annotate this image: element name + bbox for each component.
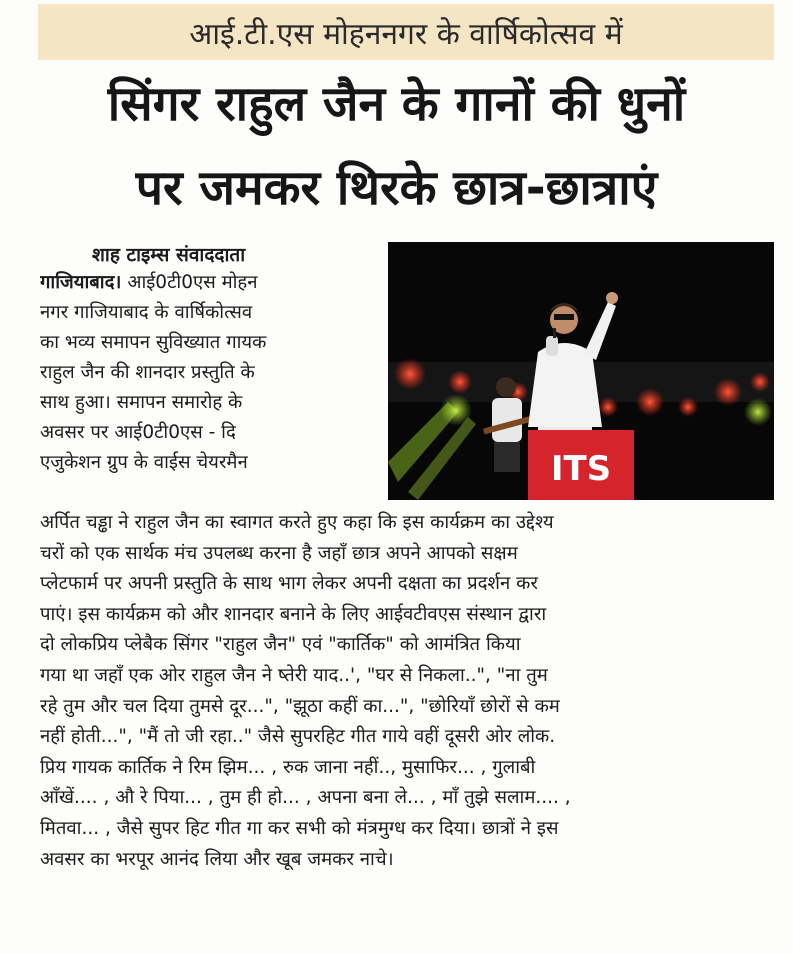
concert-photo — [388, 242, 774, 500]
stage-light — [598, 397, 618, 417]
article-line: प्लेटफार्म पर अपनी प्रस्तुति के साथ भाग लेकर अपनी दक्षता का प्रदर्शन कर — [40, 573, 538, 595]
article-line: आँखें.... , औ रे पिया... , तुम ही हो... , अपना बना ले... , माँ तुझे सलाम.... , — [40, 787, 571, 809]
its-logo-banner — [528, 430, 634, 500]
article-line: अर्पित चड्ढा ने राहुल जैन का स्वागत करते हुए कहा कि इस कार्यक्रम का उद्देश्य — [40, 512, 554, 533]
article-line: अवसर पर आई0टी0एस - दि — [40, 422, 236, 443]
article-line: प्रिय गायक कार्तिक ने रिम झिम... , रुक जाना नहीं.., मुसाफिर... , गुलाबी — [40, 756, 536, 778]
article-line: पाएं। इस कार्यक्रम को और शानदार बनाने के लिए आईवटीवएस संस्थान द्वारा — [40, 603, 547, 625]
stage-light — [750, 372, 770, 392]
dateline: गाजियाबाद। — [40, 272, 122, 293]
article-line: का भव्य समापन सुविख्यात गायक — [40, 332, 267, 353]
concert-photo-illustration — [388, 242, 774, 500]
stage-light — [714, 378, 742, 406]
article-line: नगर गाजियाबाद के वार्षिकोत्सव — [40, 302, 253, 323]
kicker-banner — [38, 4, 774, 60]
stage-light — [636, 388, 664, 416]
article-body-wide — [40, 508, 782, 875]
article-line: एजुकेशन ग्रुप के वाईस चेयरमैन — [40, 452, 248, 473]
stage-light — [678, 397, 698, 417]
stage-light — [394, 358, 426, 390]
article-line: रहे तुम और चल दिया तुमसे दूर...", "झूठा कहीं का...", "छोरियाँ छोरों से कम — [40, 695, 560, 717]
article-line: गया था जहाँ एक ओर राहुल जैन ने ष्तेरी याद..', "घर से निकला..", "ना तुम — [40, 664, 548, 686]
byline: शाह टाइम्स संवाददाता — [92, 244, 246, 266]
kicker-text: आई.टी.एस मोहननगर के वार्षिकोत्सव में — [189, 16, 623, 52]
headline — [10, 62, 783, 230]
article-line — [40, 268, 378, 298]
article-line: राहुल जैन की शानदार प्रस्तुति के — [40, 362, 255, 383]
stage-light — [448, 370, 472, 394]
article-body-narrow — [40, 268, 378, 478]
headline-line-2: पर जमकर थिरके छात्र-छात्राएं — [135, 160, 658, 216]
article-line: मितवा... , जैसे सुपर हिट गीत गा कर सभी को मंत्रमुग्ध कर दिया। छात्रों ने इस — [40, 817, 559, 839]
stage-light — [744, 398, 772, 426]
article-line-text: आई0टी0एस मोहन — [121, 272, 258, 293]
article-line: चरों को एक सार्थक मंच उपलब्ध करना है जहाँ छात्र अपने आपको सक्षम — [40, 542, 518, 564]
svg-text:ITS: ITS — [550, 449, 612, 489]
article-line: अवसर का भरपूर आनंद लिया और खूब जमकर नाचे। — [40, 848, 394, 870]
article-line: दो लोकप्रिय प्लेबैक सिंगर "राहुल जैन" एवं "कार्तिक" को आमंत्रित किया — [40, 634, 521, 656]
article-line: नहीं होती...", "मैं तो जी रहा.." जैसे सुपरहिट गीत गाये वहीं दूसरी ओर लोक. — [40, 726, 556, 748]
article-line: साथ हुआ। समापन समारोह के — [40, 392, 243, 413]
stage-light — [440, 394, 472, 426]
headline-line-1: सिंगर राहुल जैन के गानों की धुनों — [107, 76, 686, 132]
